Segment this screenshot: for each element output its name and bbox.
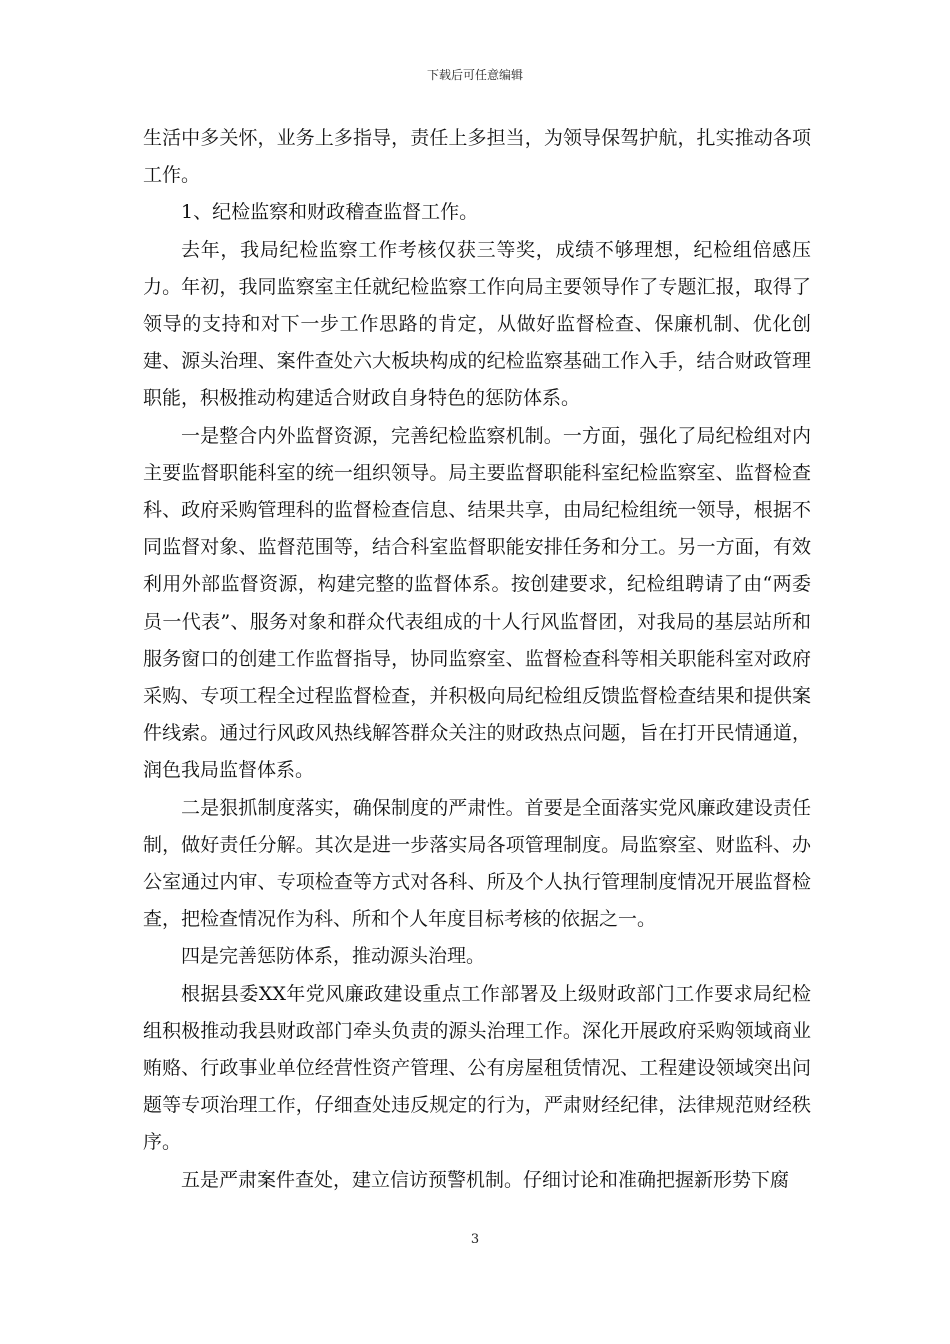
page-header: 下载后可任意编辑 [426, 68, 523, 82]
paragraph-7: 根据县委XX年党风廉政建设重点工作部署及上级财政部门工作要求局纪检组积极推动我县财政部门牵头负责的源头治理工作。深化开展政府采购领域商业贿赂、行政事业单位经营性资产管理、公有房屋租赁情况、工程建设领域突出问题等专项治理工作，仔细查处违反规定的行为，严肃财经纪律，法律规范财经秩序。 [143, 982, 811, 1154]
document-body [143, 120, 811, 1199]
paragraph-6: 四是完善惩防体系，推动源头治理。 [181, 945, 486, 968]
paragraph-8: 五是严肃案件查处，建立信访预警机制。仔细讨论和准确把握新形势下腐 [181, 1168, 790, 1191]
paragraph-3: 去年，我局纪检监察工作考核仅获三等奖，成绩不够理想，纪检组倍感压力。年初，我同监察室主任就纪检监察工作向局主要领导作了专题汇报，取得了领导的支持和对下一步工作思路的肯定，从做好监督检查、保廉机制、优化创建、源头治理、案件查处六大板块构成的纪检监察基础工作入手，结合财政管理职能，积极推动构建适合财政自身特色的惩防体系。 [143, 238, 811, 410]
paragraph-4: 一是整合内外监督资源，完善纪检监察机制。一方面，强化了局纪检组对内主要监督职能科室的统一组织领导。局主要监督职能科室纪检监察室、监督检查科、政府采购管理科的监督检查信息、结果共享，由局纪检组统一领导，根据不同监督对象、监督范围等，结合科室监督职能安排任务和分工。另一方面，有效利用外部监督资源，构建完整的监督体系。按创建要求，纪检组聘请了由“两委员一代表”、服务对象和群众代表组成的十人行风监督团，对我局的基层站所和服务窗口的创建工作监督指导，协同监察室、监督检查科等相关职能科室对政府采购、专项工程全过程监督检查，并积极向局纪检组反馈监督检查结果和提供案件线索。通过行风政风热线解答群众关注的财政热点问题，旨在打开民情通道，润色我局监督体系。 [143, 424, 811, 782]
page-number: 3 [470, 1232, 480, 1247]
paragraph-2: 1、纪检监察和财政稽查监督工作。 [181, 201, 479, 224]
paragraph-1: 生活中多关怀，业务上多指导，责任上多担当，为领导保驾护航，扎实推动各项工作。 [143, 127, 811, 187]
paragraph-5: 二是狠抓制度落实，确保制度的严肃性。首要是全面落实党风廉政建设责任制，做好责任分解。其次是进一步落实局各项管理制度。局监察室、财监科、办公室通过内审、专项检查等方式对各科、所及个人执行管理制度情况开展监督检查，把检查情况作为科、所和个人年度目标考核的依据之一。 [143, 796, 811, 931]
